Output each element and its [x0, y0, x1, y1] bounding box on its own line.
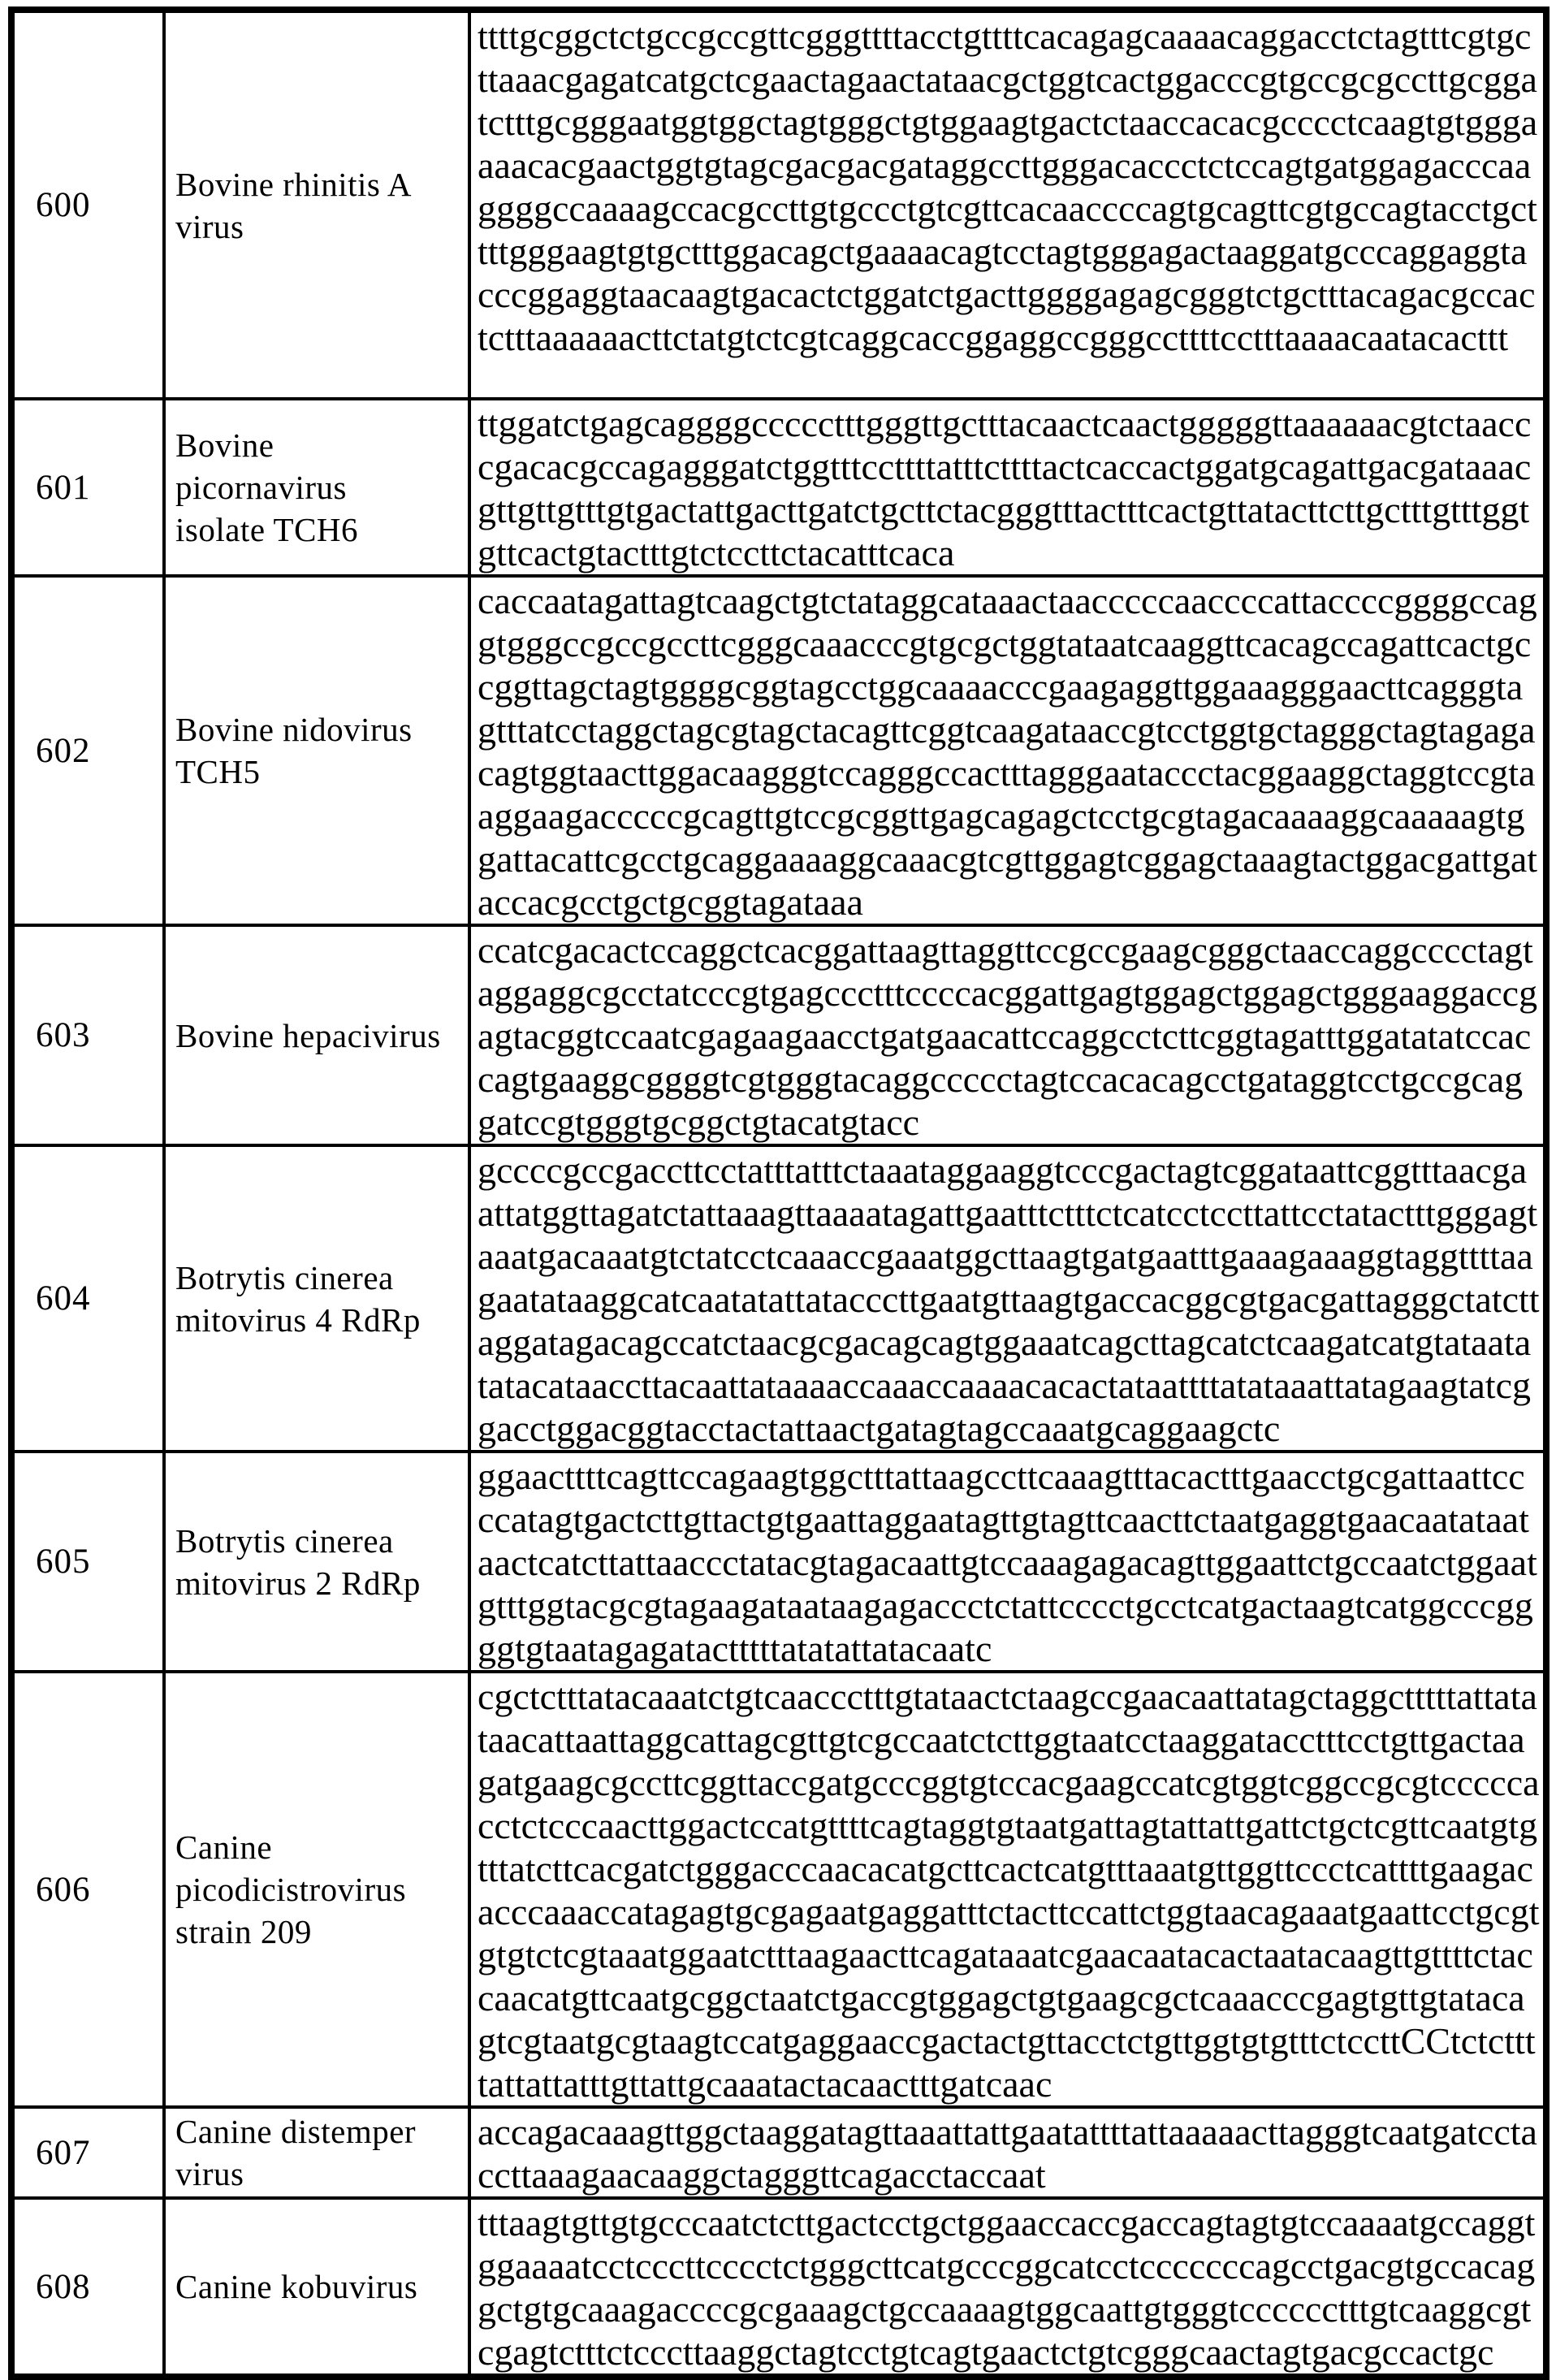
seq-id-604: 604	[11, 1145, 164, 1452]
sequence-cell-608	[469, 2198, 1546, 2377]
sequence-600: ttttgcggctctgccgccgttcgggttttacctgttttcacagagcaaaacaggacctctagtttcgtgcttaaacgagatcatgctcgaactagaactataacgctggtcactggacccgtgccgcgccttgcggatctttgcgggaatggtggctagtgggctgtggaagtgactctaaccacacgcccctcaagtgtgggaaaacacgaactggtgtagcgacgacgataggccttgggacaccctctccagtgatggagacccaaggggccaaaagccacgccttgtgccctgtcgttcacaaccccagtgcagttcgtgccagtacctgcttttgggaagtgtgctttggacagctgaaaacagtcctagtgggagactaaggatgcccaggaggtacccggaggtaacaagtgacactctggatctgacttggggagagcgggtctgctttacagacgccactctttaaaaaacttctatgtctcgtcaggcaccggaggccgggccttttcctttaaaacaatacacttt	[478, 15, 1538, 358]
sequence-cell-601	[469, 399, 1546, 576]
virus-name-608: Canine kobuvirus	[164, 2198, 469, 2377]
sequence-608: tttaagtgttgtgcccaatctcttgactcctgctggaaccaccgaccagtagtgtccaaaatgccaggtggaaaatcctcccttcccctctgggcttcatgcccggcatcctcccccccagcctgacgtgccacaggctgtgcaaagaccccgcgaaagctgccaaaagtggcaattgtgggtcccccctttgtcaaggcgtcgagtctttctcccttaaggctagtcctgtcagtgaactctgtcgggcaactagtgacgccactgc	[478, 2202, 1536, 2373]
seq-id-608: 608	[11, 2198, 164, 2377]
table-row	[11, 1452, 1546, 1672]
virus-name-604: Botrytis cinerea mitovirus 4 RdRp	[164, 1145, 469, 1452]
sequence-cell-604	[469, 1145, 1546, 1452]
table-row	[11, 2107, 1546, 2198]
sequence-601: ttggatctgagcaggggccccctttgggttgctttacaactcaactgggggttaaaaaacgtctaacccgacacgccagagggatctggtttccttttatttcttttactcaccactggatgcagattgacgataaacgttgttgtttgtgactattgacttgatctgcttctacgggtttactttcactgttatacttcttgctttgtttggtgttcactgtactttgtctccttctacatttcaca	[478, 403, 1532, 573]
sequence-604: gccccgccgaccttcctatttatttctaaataggaaggtcccgactagtcggataattcggtttaacgaattatggttagatctattaaagttaaaatagattgaatttctttctcatcctccttattcctatactttgggagtaaatgacaaatgtctatcctcaaaccgaaatggcttaagtgatgaatttgaaagaaaggtaggttttaagaatataaggcatcaatatattatacccttgaatgttaagtgaccacggcgtgacgattagggctatcttaggatagacagccatctaacgcgacagcagtggaaatcagcttagcatctcaagatcatgtataatatatacataaccttacaattataaaaccaaaccaaaacacactataattttatataaattatagaagtatcggacctggacggtacctactattaactgatagtagccaaatgcaggaagctc	[478, 1149, 1540, 1449]
sequence-cell-600	[469, 10, 1546, 399]
virus-name-605: Botrytis cinerea mitovirus 2 RdRp	[164, 1452, 469, 1672]
virus-name-607: Canine distemper virus	[164, 2107, 469, 2198]
sequence-607: accagacaaagttggctaaggatagttaaattattgaatattttattaaaaacttagggtcaatgatcctaccttaaagaacaaggctagggttcagacctaccaat	[478, 2111, 1537, 2196]
table-row	[11, 1672, 1546, 2107]
sequence-602: caccaatagattagtcaagctgtctataggcataaactaacccccaaccccattaccccggggccaggtgggccgccgccttcgggcaaacccgtgcgctggtataatcaaggttcacagccagattcactgccggttagctagtggggcggtagcctggcaaaacccgaagaggttggaaagggaacttcagggtagtttatcctaggctagcgtagctacagttcggtcaagataaccgtcctggtgctagggctagtagagacagtggtaacttggacaagggtccagggccactttagggaataccctacggaaggctaggtccgtaaggaagacccccgcagttgtccgcggttgagcagagctcctgcgtagacaaaaggcaaaaagtggattacattcgcctgcaggaaaaggcaaacgtcgttggagtcggagctaaagtactggacgattgataccacgcctgctgcggtagataaa	[478, 580, 1538, 923]
document-page	[8, 6, 1550, 2380]
table-row	[11, 1145, 1546, 1452]
sequence-606: cgctctttatacaaatctgtcaaccctttgtataactctaagccgaacaattatagctaggctttttattatataacattaattaggcattagcgttgtcgccaatctcttggtaatcctaaggatacctttcctgttgactaagatgaagcgccttcggttaccgatgcccggtgtccacgaagccatcgtggtcggccgcgtcccccacctctcccaacttggactccatgttttcagtaggtgtaatgattagtattattgattctgctcgttcaatgtgtttatcttcacgatctgggacccaacacatgcttcactcatgtttaaatgttggttccctcattttgaagacacccaaaccatagagtgcgagaatgaggatttctacttccattctggtaacagaaatgaattcctgcgtgtgtctcgtaaatggaatctttaagaacttcagataaatcgaacaatacactaatacaagttgttttctaccaacatgttcaatgcggctaatctgaccgtggagctgtgaagcgctcaaacccgagtgttgtatacagtcgtaatgcgtaagtccatgaggaaccgactactgttacctctgttggtgtgtttctccttCCtctcttttattattatttgttattgcaaatactacaactttgatcaac	[478, 1676, 1540, 2105]
sequence-cell-602	[469, 576, 1546, 925]
table-row	[11, 399, 1546, 576]
virus-name-600: Bovine rhinitis A virus	[164, 10, 469, 399]
seq-id-605: 605	[11, 1452, 164, 1672]
sequence-cell-607	[469, 2107, 1546, 2198]
virus-name-601: Bovine picornavirus isolate TCH6	[164, 399, 469, 576]
virus-name-606: Canine picodicistrovirus strain 209	[164, 1672, 469, 2107]
seq-id-607: 607	[11, 2107, 164, 2198]
table-row	[11, 576, 1546, 925]
seq-id-603: 603	[11, 925, 164, 1145]
sequence-table	[8, 6, 1550, 2380]
seq-id-601: 601	[11, 399, 164, 576]
virus-name-602: Bovine nidovirus TCH5	[164, 576, 469, 925]
seq-id-602: 602	[11, 576, 164, 925]
table-row	[11, 925, 1546, 1145]
table-row	[11, 2198, 1546, 2377]
seq-id-600: 600	[11, 10, 164, 399]
seq-id-606: 606	[11, 1672, 164, 2107]
sequence-605: ggaacttttcagttccagaagtggctttattaagccttcaaagtttacactttgaacctgcgattaattccccatagtgactcttgttactgtgaattaggaatagttgtagttcaacttctaatgaggtgaacaatataataactcatcttattaaccctatacgtagacaattgtccaaagagacagttggaattctgccaatctggaatgtttggtacgcgtagaagataataagagaccctctattcccctgcctcatgactaagtcatggcccggggtgtaatagagatactttttatatattatacaatc	[478, 1456, 1537, 1669]
sequence-cell-606	[469, 1672, 1546, 2107]
sequence-cell-603	[469, 925, 1546, 1145]
table-row	[11, 10, 1546, 399]
sequence-cell-605	[469, 1452, 1546, 1672]
sequence-603: ccatcgacactccaggctcacggattaagttaggttccgccgaagcgggctaaccaggcccctagtaggaggcgcctatcccgtgagccctttccccacggattgagtggagctggagctgggaaggaccgagtacggtccaatcgagaagaacctgatgaacattccaggcctcttcggtagatttggatatatccaccagtgaaggcggggtcgtgggtacaggccccctagtccacacagcctgataggtcctgccgcaggatccgtgggtgcggctgtacatgtacc	[478, 929, 1538, 1143]
virus-name-603: Bovine hepacivirus	[164, 925, 469, 1145]
